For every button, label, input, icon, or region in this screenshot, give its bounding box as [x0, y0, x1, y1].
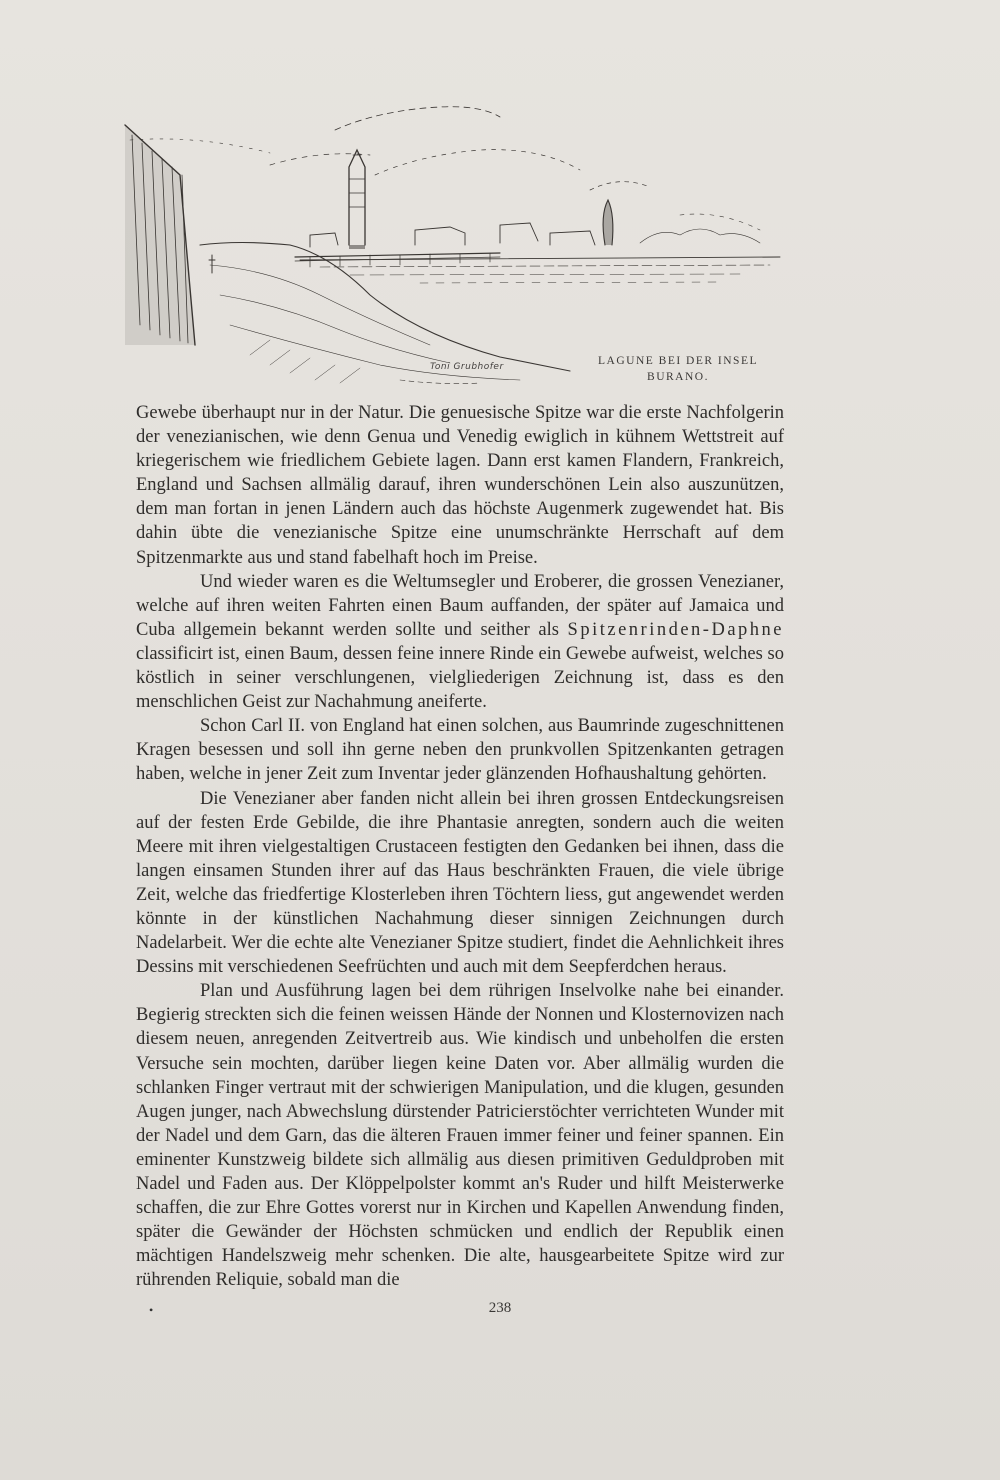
page-number: 238 [488, 1300, 512, 1316]
paragraph-2-text-b: classificirt ist, einen Baum, dessen feine innere Rinde ein Gewebe aufweist, welches so köstlich in seiner verschlungenen, vielgliederigen Zeichnung ist, dass es den menschlichen Geist zur Nachahmung aneiferte. [136, 643, 784, 713]
body-text [136, 401, 784, 1292]
caption-line-1: LAGUNE BEI DER INSEL [598, 355, 758, 367]
caption-line-2: BURANO. [647, 371, 709, 383]
margin-mark: • [149, 1303, 154, 1317]
emphasized-term: Spitzenrinden-Daphne [567, 619, 784, 640]
paragraph-1: Gewebe überhaupt nur in der Natur. Die genuesische Spitze war die erste Nachfolgerin der venezianischen, wie denn Genua und Venedig ewiglich in kühnem Wettstreit auf kriegerischem wie friedlichem Gebiete lagen. Dann erst kamen Flandern, Frankreich, England und Sachsen allmälig darauf, ihren wunderschönen Lein also auszunützen, dem man fortan in jenen Ländern auch das höchste Augenmerk zugewendet hat. Bis dahin übte die venezianische Spitze eine unumschränkte Herrschaft auf dem Spitzenmarkte aus und stand fabelhaft hoch im Preise. [136, 403, 784, 568]
paragraph-3: Schon Carl II. von England hat einen solchen, aus Baumrinde zugeschnittenen Kragen besessen und soll ihn gerne neben den prunkvollen Spitzenkanten getragen haben, welche in jener Zeit zum Inventar jeder glänzenden Hofhaushaltung gehörten. [136, 716, 784, 785]
illustration-caption [588, 353, 768, 385]
lagoon-sketch-drawing [120, 95, 790, 395]
paragraph-4: Die Venezianer aber fanden nicht allein bei ihren grossen Entdeckungsreisen auf der festen Erde Gebilde, die ihre Phantasie anregten, sondern auch die weiten Meere mit ihren vielgestaltigen Crustaceen festigten den Gedanken bei ihnen, dass die langen einsamen Stunden ihrer auf das Haus beschränkten Frauen, die viele übrige Zeit, welche das friedfertige Klosterleben ihren Töchtern liess, gut angewendet werden könnte in der künstlichen Nachahmung dieser sinnigen Zeichnungen durch Nadelarbeit. Wer die echte alte Venezianer Spitze studiert, findet die Aehnlichkeit ihres Dessins mit verschiedenen Seefrüchten und auch mit dem Seepferdchen heraus. [136, 788, 784, 978]
paragraph-5: Plan und Ausführung lagen bei dem rührigen Inselvolke nahe bei einander. Begierig streckten sich die feinen weissen Hände der Nonnen und Klosternovizen nach diesem neuen, anregenden Zeitvertreib aus. Wie kindisch und unbeholfen die ersten Versuche sein mochten, darüber liegen keine Daten vor. Aber allmälig wurden die schlanken Finger vertraut mit der schwierigen Manipulation, und die klugen, gesunden Augen junger, nach Abwechslung dürstender Patricierstöchter verrichteten Wunder mit der Nadel und dem Garn, das die älteren Frauen immer feiner und feiner spannen. Ein eminenter Kunstzweig bildete sich allmälig aus diesen primitiven Geduldproben mit Nadel und Faden aus. Der Klöppelpolster kommt an's Ruder und hilft Meisterwerke schaffen, die zur Ehre Gottes vorerst nur in Kirchen und Kapellen Anwendung finden, später die Gewänder der Höchsten schmücken und endlich der Republik einen mächtigen Handelszweig mehr schenken. Die alte, hausgearbeitete Spitze wird zur rührenden Reliquie, sobald man die [136, 981, 784, 1291]
paragraph-2-text-a: Und wieder waren es die Weltumsegler und Eroberer, die grossen Venezianer, welche auf ihren weiten Fahrten einen Baum auffanden, der später auf Jamaica und Cuba allgemein bekannt werden sollte und seither als [136, 571, 784, 640]
illustrator-signature: Toni Grubhofer [430, 362, 504, 372]
paragraph-2 [136, 570, 784, 715]
lagoon-illustration [120, 95, 790, 395]
